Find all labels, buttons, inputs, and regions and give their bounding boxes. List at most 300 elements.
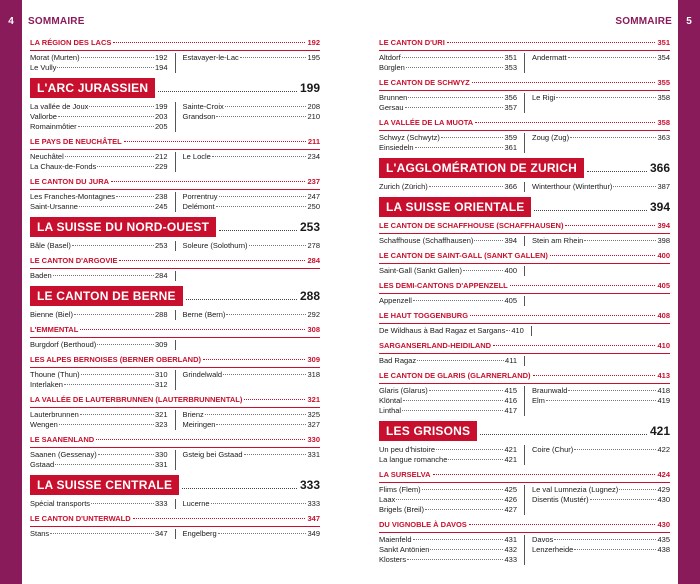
- toc-entry[interactable]: [30, 499, 168, 509]
- toc-entry[interactable]: [30, 63, 168, 73]
- toc-entry[interactable]: [532, 182, 670, 192]
- entry-page: 421: [504, 455, 517, 464]
- section-page: 321: [307, 395, 320, 404]
- entry-column: [30, 271, 175, 281]
- section-page: 410: [657, 341, 670, 350]
- section-page: 405: [657, 281, 670, 290]
- toc-entry[interactable]: [379, 396, 517, 406]
- toc-entry[interactable]: [30, 370, 168, 380]
- entry-column: [524, 445, 670, 465]
- toc-entry[interactable]: [379, 266, 517, 276]
- section-heading[interactable]: [379, 221, 670, 232]
- toc-entry[interactable]: [532, 535, 670, 545]
- section-heading[interactable]: [30, 256, 320, 267]
- entries-block: [379, 182, 670, 192]
- dot-leader: [89, 106, 154, 107]
- toc-entry[interactable]: [532, 133, 670, 143]
- section-rule: [30, 367, 320, 368]
- entry-column: [175, 271, 321, 281]
- section-title: LE CANTON DE SCHWYZ: [379, 78, 470, 87]
- dot-leader: [249, 245, 307, 246]
- entry-page: 421: [504, 445, 517, 454]
- dot-leader: [74, 314, 154, 315]
- entries-block: [379, 445, 670, 465]
- region-heading[interactable]: [30, 475, 320, 495]
- toc-entry[interactable]: [30, 162, 168, 172]
- dot-leader: [53, 275, 154, 276]
- toc-entry[interactable]: [532, 445, 670, 455]
- entry-name: Grandson: [182, 112, 216, 121]
- section-title: LE PAYS DE NEUCHÂTEL: [30, 137, 122, 146]
- toc-entry[interactable]: [183, 102, 321, 112]
- toc-entry[interactable]: [30, 420, 168, 430]
- toc-entry[interactable]: [30, 192, 168, 202]
- toc-entry[interactable]: [532, 495, 670, 505]
- section-heading[interactable]: [30, 177, 320, 188]
- entry-name: Meiringen: [182, 420, 216, 429]
- toc-entry[interactable]: [379, 495, 517, 505]
- dot-leader: [244, 399, 305, 400]
- toc-entry[interactable]: [183, 152, 321, 162]
- left-page-header: [0, 12, 85, 30]
- toc-entry[interactable]: [30, 102, 168, 112]
- toc-entry[interactable]: [379, 445, 517, 455]
- toc-entry[interactable]: [379, 133, 517, 143]
- toc-entry[interactable]: [379, 236, 517, 246]
- entry-column: [30, 340, 175, 350]
- section-page: 430: [657, 520, 670, 529]
- section-heading[interactable]: [379, 341, 670, 352]
- dot-leader: [417, 360, 504, 361]
- section-title: LE CANTON DU JURA: [30, 177, 110, 186]
- entry-name: Les Franches-Montagnes: [30, 192, 116, 201]
- dot-leader: [97, 344, 154, 345]
- entry-name: Appenzell: [379, 296, 412, 305]
- toc-entry[interactable]: [379, 555, 517, 565]
- section-heading[interactable]: [379, 371, 670, 382]
- entry-page: 432: [504, 545, 517, 554]
- right-page-number: 5: [686, 15, 692, 27]
- entry-column: [175, 410, 321, 430]
- section-page: 284: [307, 256, 320, 265]
- section-heading[interactable]: [379, 470, 670, 481]
- entry-page: 250: [307, 202, 320, 211]
- entry-name: La vallée de Joux: [30, 102, 89, 111]
- entry-name: Coire (Chur): [532, 445, 574, 454]
- section-title: LE CANTON DE SAINT-GALL (SANKT GALLEN): [379, 251, 548, 260]
- toc-entry[interactable]: [183, 370, 321, 380]
- dot-leader: [211, 503, 307, 504]
- region-page: 366: [649, 161, 670, 175]
- section-heading[interactable]: [30, 355, 320, 366]
- entry-column: [379, 386, 524, 416]
- toc-entry[interactable]: [30, 380, 168, 390]
- dot-leader: [619, 489, 656, 490]
- entry-column: [30, 410, 175, 430]
- entry-name: Estavayer-le-Lac: [182, 53, 239, 62]
- entry-name: Einsiedeln: [379, 143, 414, 152]
- toc-entry[interactable]: [183, 410, 321, 420]
- section-heading[interactable]: [30, 395, 320, 406]
- entry-column: [175, 529, 321, 539]
- toc-entry[interactable]: [30, 241, 168, 251]
- section-title: LE CANTON D'UNTERWALD: [30, 514, 131, 523]
- entry-column: [379, 445, 524, 465]
- toc-entry[interactable]: [532, 53, 670, 63]
- section-heading[interactable]: [379, 311, 670, 322]
- dot-leader: [182, 488, 297, 489]
- entry-page: 347: [154, 529, 168, 538]
- entry-name: La langue romanche: [379, 455, 448, 464]
- dot-leader: [50, 533, 154, 534]
- toc-entry[interactable]: [183, 112, 321, 122]
- toc-entry[interactable]: [532, 236, 670, 246]
- section-heading[interactable]: [379, 251, 670, 262]
- entry-column: [175, 102, 321, 132]
- entry-column: [175, 370, 321, 390]
- entry-name: Flims (Flem): [379, 485, 421, 494]
- entry-name: Bâle (Basel): [30, 241, 71, 250]
- entries-block: [30, 271, 320, 281]
- toc-entry[interactable]: [30, 410, 168, 420]
- entry-page: 359: [504, 133, 517, 142]
- toc-entry[interactable]: [379, 485, 517, 495]
- toc-entry[interactable]: [379, 143, 517, 153]
- section-rule: [30, 526, 320, 527]
- entry-column: [379, 326, 531, 336]
- entry-page: 417: [504, 406, 517, 415]
- entry-name: Le Rigi: [532, 93, 556, 102]
- section-rule: [30, 50, 320, 51]
- entries-block: [379, 485, 670, 515]
- entry-name: Le Locle: [182, 152, 211, 161]
- region-page: 288: [299, 289, 320, 303]
- section-heading[interactable]: [379, 281, 670, 292]
- toc-entry[interactable]: [532, 93, 670, 103]
- toc-entry[interactable]: [379, 356, 517, 366]
- region-heading[interactable]: [30, 286, 320, 306]
- region-heading[interactable]: [30, 78, 320, 98]
- toc-entry[interactable]: [30, 529, 168, 539]
- toc-entry[interactable]: [379, 93, 517, 103]
- entry-page: 427: [504, 505, 517, 514]
- toc-entry[interactable]: [183, 53, 321, 63]
- entry-page: 438: [657, 545, 670, 554]
- toc-entry[interactable]: [183, 192, 321, 202]
- entry-name: Maienfeld: [379, 535, 412, 544]
- entry-page: 333: [307, 499, 320, 508]
- dot-leader: [550, 255, 656, 256]
- left-page-band: [0, 0, 22, 584]
- entry-name: Glaris (Glarus): [379, 386, 428, 395]
- entries-block: [30, 340, 320, 350]
- entry-page: 349: [307, 529, 320, 538]
- section-page: 237: [307, 177, 320, 186]
- entry-page: 284: [154, 271, 168, 280]
- toc-entry[interactable]: [379, 296, 517, 306]
- entry-name: La Chaux-de-Fonds: [30, 162, 97, 171]
- section-heading[interactable]: [379, 78, 670, 89]
- entry-page: 292: [307, 310, 320, 319]
- toc-entry[interactable]: [532, 396, 670, 406]
- toc-entry[interactable]: [30, 122, 168, 132]
- dot-leader: [447, 42, 656, 43]
- toc-entry[interactable]: [379, 182, 517, 192]
- section-page: 394: [657, 221, 670, 230]
- entry-page: 234: [307, 152, 320, 161]
- entry-name: Bienne (Biel): [30, 310, 73, 319]
- toc-entry[interactable]: [379, 455, 517, 465]
- toc-entry[interactable]: [30, 460, 168, 470]
- section-rule: [379, 50, 670, 51]
- dot-leader: [403, 400, 504, 401]
- entry-page: 419: [657, 396, 670, 405]
- entry-page: 288: [154, 310, 168, 319]
- entry-column: [30, 499, 175, 509]
- entry-column: [30, 53, 175, 73]
- toc-entry[interactable]: [379, 535, 517, 545]
- toc-entry[interactable]: [379, 545, 517, 555]
- entry-column: [379, 356, 524, 366]
- dot-leader: [119, 260, 305, 261]
- toc-entry[interactable]: [30, 340, 168, 350]
- entry-page: 422: [657, 445, 670, 454]
- entry-page: 433: [504, 555, 517, 564]
- section-heading[interactable]: [30, 514, 320, 525]
- toc-entry[interactable]: [183, 202, 321, 212]
- section-heading[interactable]: [379, 38, 670, 49]
- entry-page: 415: [504, 386, 517, 395]
- dot-leader: [587, 171, 647, 172]
- right-page-band: [678, 0, 700, 584]
- entry-page: 430: [657, 495, 670, 504]
- entry-page: 418: [657, 386, 670, 395]
- toc-entry[interactable]: [30, 53, 168, 63]
- section-rule: [379, 323, 670, 324]
- toc-entry[interactable]: [379, 63, 517, 73]
- dot-leader: [470, 315, 655, 316]
- toc-entry[interactable]: [379, 386, 517, 396]
- entry-page: 398: [657, 236, 670, 245]
- region-heading[interactable]: [379, 158, 670, 178]
- toc-entry[interactable]: [30, 202, 168, 212]
- region-title: LES GRISONS: [379, 421, 477, 441]
- toc-entry[interactable]: [30, 271, 168, 281]
- dot-leader: [81, 57, 154, 58]
- entry-page: 363: [657, 133, 670, 142]
- section-heading[interactable]: [30, 325, 320, 336]
- section-page: 413: [657, 371, 670, 380]
- entry-page: 208: [307, 102, 320, 111]
- entries-block: [30, 450, 320, 470]
- entry-page: 192: [154, 53, 168, 62]
- section-title: LE CANTON DE GLARIS (GLARNERLAND): [379, 371, 531, 380]
- dot-leader: [429, 186, 504, 187]
- toc-entry[interactable]: [532, 485, 670, 495]
- entry-column: [524, 236, 670, 246]
- entry-page: 331: [154, 460, 168, 469]
- region-heading[interactable]: [30, 217, 320, 237]
- section-heading[interactable]: [30, 435, 320, 446]
- section-heading[interactable]: [30, 38, 320, 49]
- toc-entry[interactable]: [379, 53, 517, 63]
- dot-leader: [81, 374, 154, 375]
- dot-leader: [124, 141, 306, 142]
- entry-name: Saint-Ursanne: [30, 202, 78, 211]
- dot-leader: [463, 270, 504, 271]
- section-page: 424: [657, 470, 670, 479]
- entry-page: 330: [154, 450, 168, 459]
- dot-leader: [430, 549, 503, 550]
- entry-name: Andermatt: [532, 53, 567, 62]
- entry-column: [531, 326, 670, 336]
- entry-name: De Wildhaus à Bad Ragaz et Sargans: [379, 326, 506, 335]
- entry-column: [175, 310, 321, 320]
- dot-leader: [225, 106, 307, 107]
- entries-block: [30, 102, 320, 132]
- toc-entry[interactable]: [183, 499, 321, 509]
- dot-leader: [72, 245, 154, 246]
- entries-block: [379, 296, 670, 306]
- dot-leader: [408, 97, 503, 98]
- entry-name: Schaffhouse (Schaffhausen): [379, 236, 474, 245]
- entry-page: 416: [504, 396, 517, 405]
- section-rule: [379, 263, 670, 264]
- entry-page: 323: [154, 420, 168, 429]
- dot-leader: [436, 449, 503, 450]
- entry-page: 354: [657, 53, 670, 62]
- entry-name: Neuchâtel: [30, 152, 64, 161]
- entry-column: [175, 241, 321, 251]
- section-heading[interactable]: [30, 137, 320, 148]
- entry-name: Thoune (Thun): [30, 370, 80, 379]
- section-rule: [379, 293, 670, 294]
- entries-block: [30, 529, 320, 539]
- entry-page: 229: [154, 162, 168, 171]
- section-rule: [30, 149, 320, 150]
- entry-page: 309: [154, 340, 168, 349]
- toc-entry[interactable]: [30, 310, 168, 320]
- toc-entry[interactable]: [379, 505, 517, 515]
- section-page: 330: [307, 435, 320, 444]
- entry-page: 431: [504, 535, 517, 544]
- dot-leader: [80, 414, 154, 415]
- toc-entry[interactable]: [183, 310, 321, 320]
- dot-leader: [65, 156, 154, 157]
- entry-page: 425: [504, 485, 517, 494]
- toc-entry[interactable]: [532, 386, 670, 396]
- entry-name: Interlaken: [30, 380, 63, 389]
- entry-column: [379, 236, 524, 246]
- entry-page: 366: [504, 182, 517, 191]
- toc-entry[interactable]: [30, 112, 168, 122]
- entry-name: Bürglen: [379, 63, 405, 72]
- dot-leader: [96, 439, 305, 440]
- entries-block: [30, 53, 320, 73]
- toc-entry[interactable]: [379, 326, 524, 336]
- entry-name: Delémont: [182, 202, 215, 211]
- region-title: LE CANTON DE BERNE: [30, 286, 183, 306]
- entry-column: [30, 450, 175, 470]
- region-page: 253: [299, 220, 320, 234]
- dot-leader: [474, 240, 503, 241]
- entry-name: Stans: [30, 529, 50, 538]
- entry-name: Laax: [379, 495, 396, 504]
- dot-leader: [216, 206, 307, 207]
- section-title: LA VALLÉE DE LA MUOTA: [379, 118, 474, 127]
- section-heading[interactable]: [379, 520, 670, 531]
- dot-leader: [91, 503, 154, 504]
- entry-name: Le val Lumnezia (Lugnez): [532, 485, 619, 494]
- entry-name: Elm: [532, 396, 545, 405]
- dot-leader: [574, 449, 656, 450]
- dot-leader: [433, 474, 656, 475]
- entry-page: 203: [154, 112, 168, 121]
- entry-name: Soleure (Solothurn): [182, 241, 248, 250]
- section-title: LES ALPES BERNOISES (BERNER OBERLAND): [30, 355, 201, 364]
- dot-leader: [133, 518, 306, 519]
- entry-name: Saanen (Gessenay): [30, 450, 97, 459]
- entry-column: [175, 450, 321, 470]
- entry-column: [379, 93, 524, 113]
- toc-entry[interactable]: [183, 450, 321, 460]
- toc-entry[interactable]: [379, 406, 517, 416]
- entries-block: [30, 192, 320, 212]
- toc-entry[interactable]: [183, 529, 321, 539]
- section-page: 347: [307, 514, 320, 523]
- dot-leader: [97, 166, 154, 167]
- dot-leader: [570, 137, 656, 138]
- toc-entry[interactable]: [532, 545, 670, 555]
- toc-entry[interactable]: [30, 450, 168, 460]
- entry-column: [175, 152, 321, 172]
- dot-leader: [55, 464, 154, 465]
- entry-column: [30, 102, 175, 132]
- section-rule: [30, 189, 320, 190]
- entry-page: 394: [504, 236, 517, 245]
- entry-name: Le Vully: [30, 63, 57, 72]
- entry-name: Lucerne: [182, 499, 210, 508]
- dot-leader: [98, 454, 154, 455]
- entry-page: 405: [504, 296, 517, 305]
- entries-block: [379, 326, 670, 336]
- entry-name: Berne (Bern): [182, 310, 226, 319]
- entry-name: Zoug (Zug): [532, 133, 570, 142]
- region-heading[interactable]: [379, 421, 670, 441]
- region-heading[interactable]: [379, 197, 670, 217]
- entry-name: Winterthour (Winterthur): [532, 182, 613, 191]
- entry-name: Altdorf: [379, 53, 401, 62]
- entry-page: 356: [504, 93, 517, 102]
- toc-entry[interactable]: [183, 241, 321, 251]
- entry-name: Baden: [30, 271, 52, 280]
- dot-leader: [218, 533, 307, 534]
- toc-entry[interactable]: [30, 152, 168, 162]
- entry-column: [175, 192, 321, 212]
- dot-leader: [506, 330, 510, 331]
- toc-entry[interactable]: [183, 420, 321, 430]
- section-page: 192: [307, 38, 320, 47]
- entry-column: [524, 386, 670, 416]
- entry-column: [379, 133, 524, 153]
- section-heading[interactable]: [379, 118, 670, 129]
- entry-column: [524, 356, 670, 366]
- entry-name: Saint-Gall (Sankt Gallen): [379, 266, 462, 275]
- entry-page: 410: [511, 326, 524, 335]
- entry-page: 318: [307, 370, 320, 379]
- toc-entry[interactable]: [379, 103, 517, 113]
- entry-page: 331: [307, 450, 320, 459]
